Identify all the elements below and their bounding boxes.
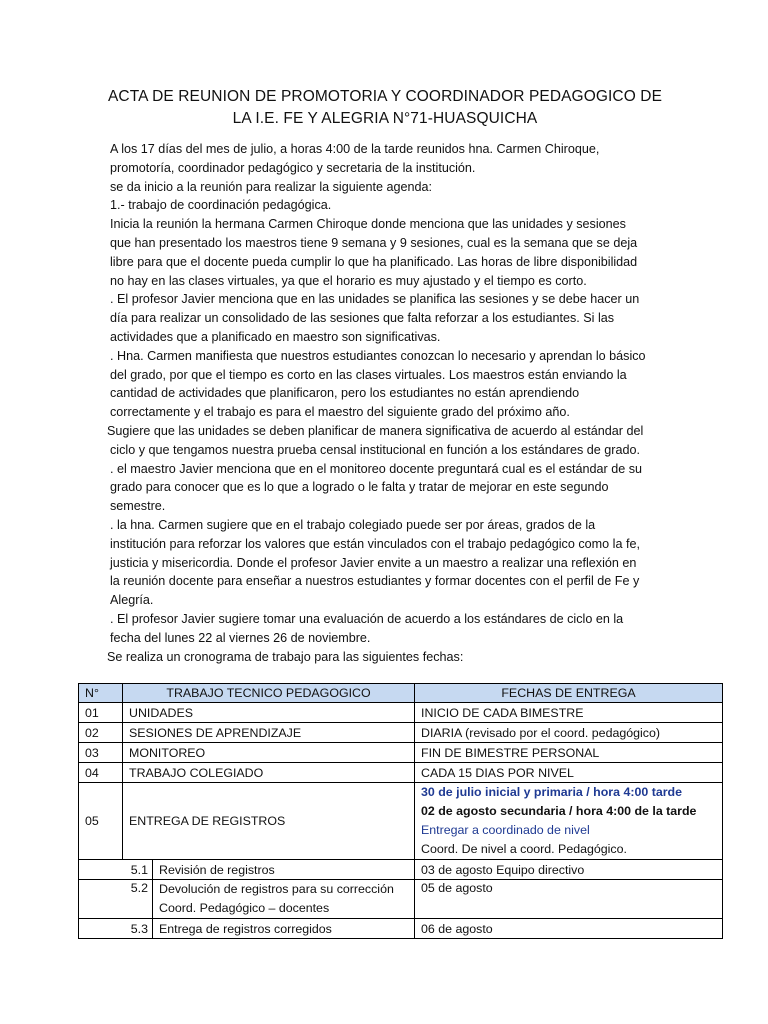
paragraph-line: . El profesor Javier sugiere tomar una evaluación de acuerdo a los estándares de ciclo en la — [110, 611, 624, 626]
paragraph-line: la reunión docente para enseñar a nuestros estudiantes y formar docentes con el perfil de Fe y — [110, 574, 640, 589]
paragraph-line: cantidad de actividades que planificaron, pero los estudiantes no están aprendiendo — [110, 386, 580, 401]
date-line-entregar: Entregar a coordinado de nivel — [421, 823, 590, 837]
row-date-multiline — [415, 783, 723, 860]
header-task: TRABAJO TECNICO PEDAGOGICO — [123, 684, 415, 703]
paragraph-line: se da inicio a la reunión para realizar la siguiente agenda: — [110, 179, 433, 194]
paragraph-line: A los 17 días del mes de julio, a horas 4:00 de la tarde reunidos hna. Carmen Chiroque, — [110, 142, 600, 156]
subrow-task-multiline — [153, 880, 415, 919]
paragraph-line: semestre. — [110, 499, 166, 514]
header-dates: FECHAS DE ENTREGA — [415, 684, 723, 703]
row-number: 01 — [79, 703, 123, 723]
header-number: N° — [79, 684, 123, 703]
row-task: SESIONES DE APRENDIZAJE — [123, 723, 415, 743]
date-line-inicial: 30 de julio inicial y primaria / hora 4:00 tarde — [421, 785, 682, 799]
schedule-table — [78, 683, 723, 939]
paragraph-line: que han presentado los maestros tiene 9 semana y 9 sesiones, cual es la semana que se deja — [110, 235, 638, 250]
table-row — [79, 743, 723, 763]
paragraph-line: Alegría. — [110, 593, 154, 608]
subrow-task: Revisión de registros — [153, 860, 415, 880]
paragraph-line: . Hna. Carmen manifiesta que nuestros estudiantes conozcan lo necesario y aprendan lo básico — [110, 348, 646, 363]
row-number: 05 — [79, 783, 123, 860]
paragraph-line: . el maestro Javier menciona que en el monitoreo docente preguntará cual es el estándar de su — [110, 461, 643, 476]
row-task: MONITOREO — [123, 743, 415, 763]
row-date: DIARIA (revisado por el coord. pedagógico) — [415, 723, 723, 743]
subrow-date: 06 de agosto — [415, 919, 723, 939]
subrow-date: 03 de agosto Equipo directivo — [415, 860, 723, 880]
subrow-date: 05 de agosto — [415, 880, 723, 919]
meeting-minutes-body — [107, 140, 710, 666]
paragraph-line: institución para reforzar los valores que están vinculados con el trabajo pedagógico como la fe, — [110, 536, 640, 551]
document-title — [60, 86, 710, 130]
paragraph-line: grado para conocer que es lo que a logrado o le falta y tratar de mejorar en este segundo — [110, 480, 609, 495]
paragraph-line: fecha del lunes 22 al viernes 26 de noviembre. — [110, 630, 371, 645]
row-number: 02 — [79, 723, 123, 743]
paragraph-line: no hay en las clases virtuales, ya que el horario es muy ajustado y el tiempo es corto. — [110, 273, 587, 288]
paragraph-line: actividades que a planificado en maestro son significativas. — [110, 329, 441, 344]
paragraph-line: 1.- trabajo de coordinación pedagógica. — [110, 198, 332, 213]
paragraph-line: . la hna. Carmen sugiere que en el trabajo colegiado puede ser por áreas, grados de la — [110, 517, 596, 532]
paragraph-line: Sugiere que las unidades se deben planificar de manera significativa de acuerdo al estándar del — [107, 423, 644, 438]
subrow-task-line: Coord. Pedagógico – docentes — [159, 901, 330, 915]
row-number: 04 — [79, 763, 123, 783]
row-date: CADA 15 DIAS POR NIVEL — [415, 763, 723, 783]
paragraph-line: ciclo y que tengamos nuestra prueba censal institucional en función a los estándares de grado. — [110, 442, 640, 457]
table-subrow — [79, 860, 723, 880]
date-line-secundaria: 02 de agosto secundaria / hora 4:00 de la tarde — [421, 804, 697, 818]
paragraph-line: Inicia la reunión la hermana Carmen Chiroque donde menciona que las unidades y sesiones — [110, 217, 626, 232]
table-row-registros — [79, 783, 723, 860]
row-number: 03 — [79, 743, 123, 763]
paragraph-line: libre para que el docente pueda cumplir lo que ha planificado. Las horas de libre disponibilidad — [110, 254, 638, 269]
row-date: FIN DE BIMESTRE PERSONAL — [415, 743, 723, 763]
row-task: UNIDADES — [123, 703, 415, 723]
row-task: ENTREGA DE REGISTROS — [123, 783, 415, 860]
table-row — [79, 703, 723, 723]
paragraph-line: justicia y misericordia. Donde el profesor Javier envite a un maestro a realizar una reflexión en — [110, 555, 637, 570]
table-header-row — [79, 684, 723, 703]
title-line-2: LA I.E. FE Y ALEGRIA N°71-HUASQUICHA — [232, 110, 538, 127]
paragraph-line: promotoría, coordinador pedagógico y secretaria de la institución. — [110, 160, 476, 175]
table-row — [79, 763, 723, 783]
table-subrow — [79, 880, 723, 919]
subrow-task-line: Devolución de registros para su corrección — [159, 882, 394, 896]
row-date: INICIO DE CADA BIMESTRE — [415, 703, 723, 723]
paragraph-line: Se realiza un cronograma de trabajo para las siguientes fechas: — [107, 649, 464, 664]
table-subrow — [79, 919, 723, 939]
subrow-number: 5.2 — [79, 880, 153, 919]
table-row — [79, 723, 723, 743]
paragraph-line: correctamente y el trabajo es para el maestro del siguiente grado del próximo año. — [110, 405, 570, 420]
paragraph-line: del grado, por que el tiempo es corto en las clases virtuales. Los maestros están enviando la — [110, 367, 627, 382]
date-line-coord: Coord. De nivel a coord. Pedagógico. — [421, 842, 627, 856]
paragraph-line: día para realizar un consolidado de las sesiones que falta reforzar a los estudiantes. Si las — [110, 311, 615, 326]
subrow-task: Entrega de registros corregidos — [153, 919, 415, 939]
paragraph-line: . El profesor Javier menciona que en las unidades se planifica las sesiones y se debe hacer un — [110, 292, 640, 307]
subrow-number: 5.1 — [79, 860, 153, 880]
row-task: TRABAJO COLEGIADO — [123, 763, 415, 783]
subrow-number: 5.3 — [79, 919, 153, 939]
title-line-1: ACTA DE REUNION DE PROMOTORIA Y COORDINADOR PEDAGOGICO DE — [107, 88, 663, 105]
